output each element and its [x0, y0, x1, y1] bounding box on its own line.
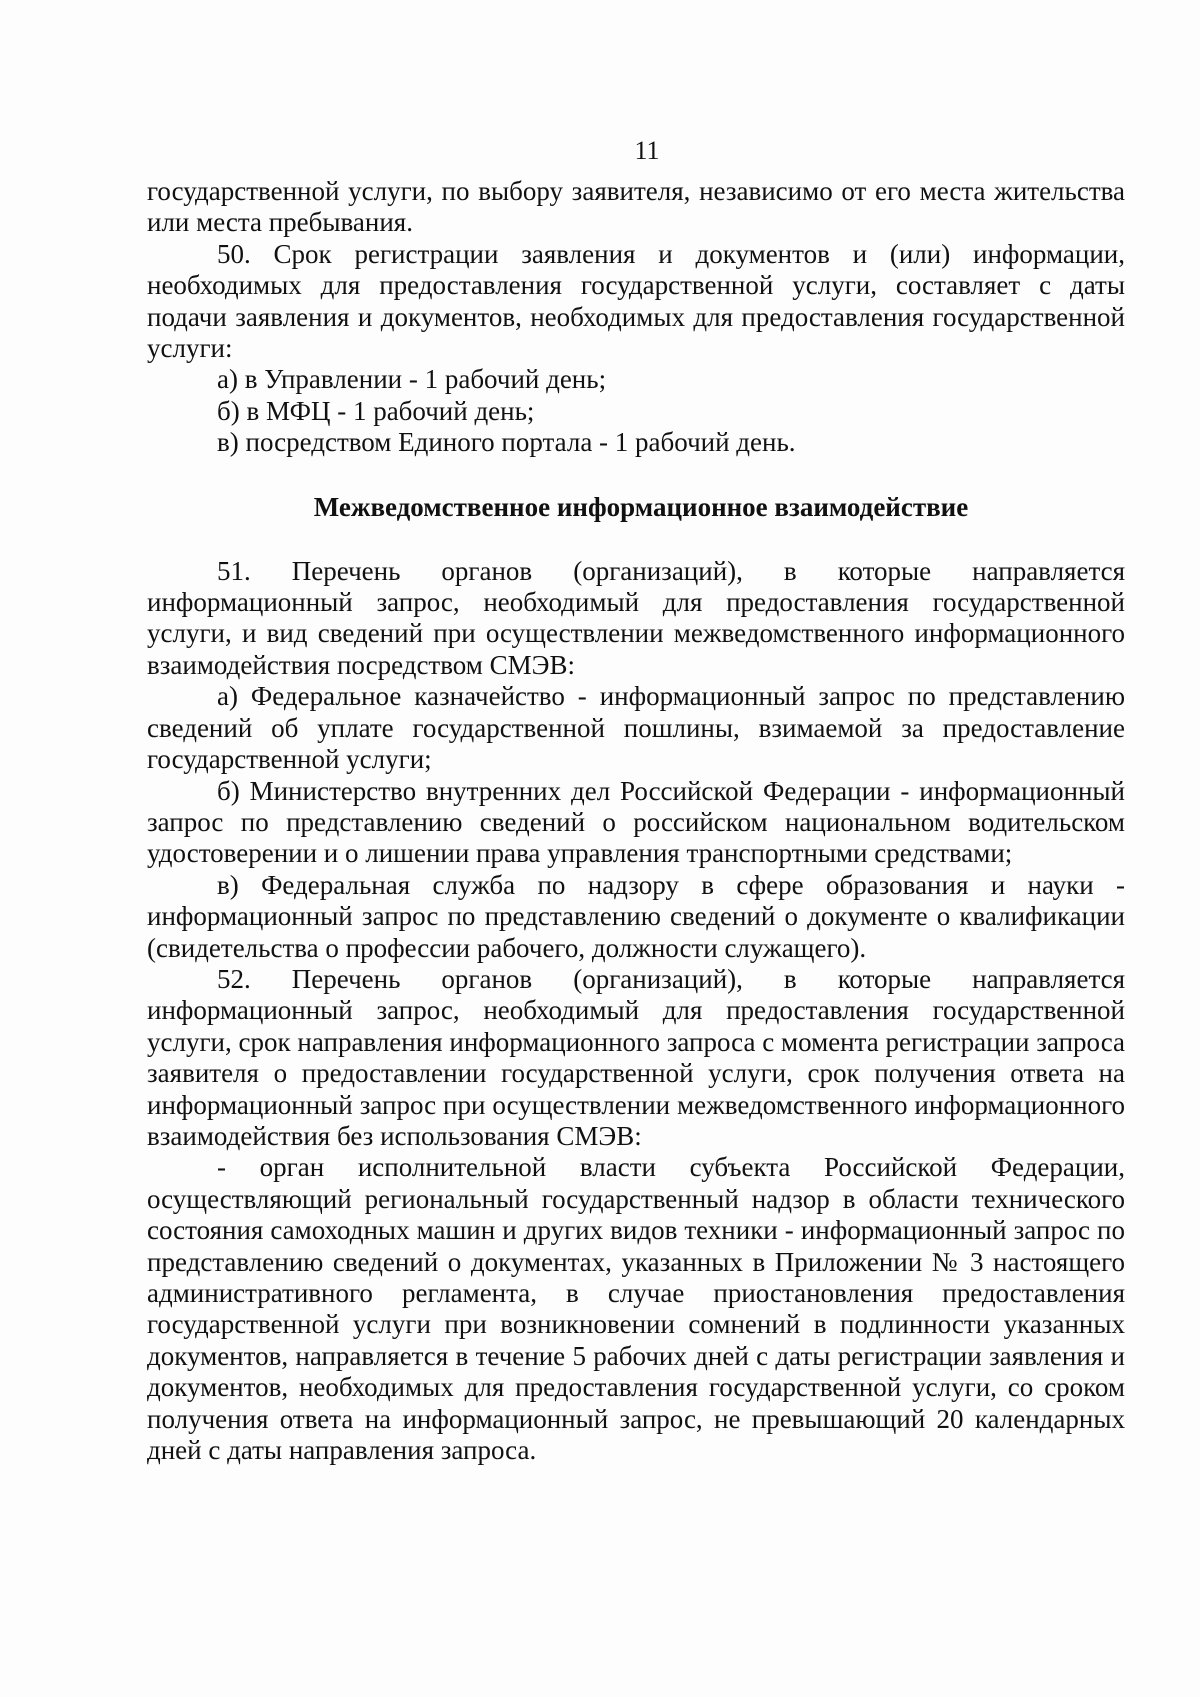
paragraph-51: 51. Перечень органов (организаций), в которые направляется информационный запрос, необходимый для предоставления государственной услуги, и вид сведений при осуществлении межведомственного информационного взаимодействия посредством СМЭВ: [147, 555, 1125, 680]
paragraph-50-a: а) в Управлении - 1 рабочий день; [217, 364, 607, 395]
paragraph-50-b: б) в МФЦ - 1 рабочий день; [217, 395, 535, 426]
page-number: 11 [634, 136, 660, 165]
paragraph-50-c: в) посредством Единого портала - 1 рабочий день. [217, 427, 796, 458]
paragraph-51-c: в) Федеральная служба по надзору в сфере образования и науки - информационный запрос по представлению сведений о документе о квалификации (свидетельства о профессии рабочего, должности служащего). [147, 869, 1125, 963]
section-title: Межведомственное информационное взаимодействие [313, 491, 969, 522]
page-content [147, 136, 1125, 1466]
paragraph-continuation: государственной услуги, по выбору заявителя, независимо от его места жительства или места пребывания. [147, 176, 1125, 238]
paragraph-51-b: б) Министерство внутренних дел Российской Федерации - информационный запрос по представлению сведений о российском национальном водительском удостоверении и о лишении права управления транспортными средствами; [147, 775, 1125, 869]
paragraph-52-dash-item: - орган исполнительной власти субъекта Российской Федерации, осуществляющий региональный государственный надзор в области технического состояния самоходных машин и других видов техники - информационный запрос по представлению сведений о документах, указанных в Приложении № 3 настоящего административного регламента, в случае приостановления предоставления государственной услуги при возникновении сомнений в подлинности указанных документов, направляется в течение 5 рабочих дней с даты регистрации заявления и документов, необходимых для предоставления государственной услуги, со сроком получения ответа на информационный запрос, не превышающий 20 календарных дней с даты направления запроса. [147, 1152, 1125, 1466]
paragraph-50: 50. Срок регистрации заявления и документов и (или) информации, необходимых для предоставления государственной услуги, составляет с даты подачи заявления и документов, необходимых для предоставления государственной услуги: [147, 238, 1125, 364]
paragraph-52: 52. Перечень органов (организаций), в которые направляется информационный запрос, необходимый для предоставления государственной услуги, срок направления информационного запроса с момента регистрации запроса заявителя о предоставлении государственной услуги, срок получения ответа на информационный запрос при осуществлении межведомственного информационного взаимодействия без использования СМЭВ: [147, 963, 1125, 1151]
paragraph-51-a: а) Федеральное казначейство - информационный запрос по представлению сведений об уплате государственной пошлины, взимаемой за предоставление государственной услуги; [147, 681, 1125, 775]
